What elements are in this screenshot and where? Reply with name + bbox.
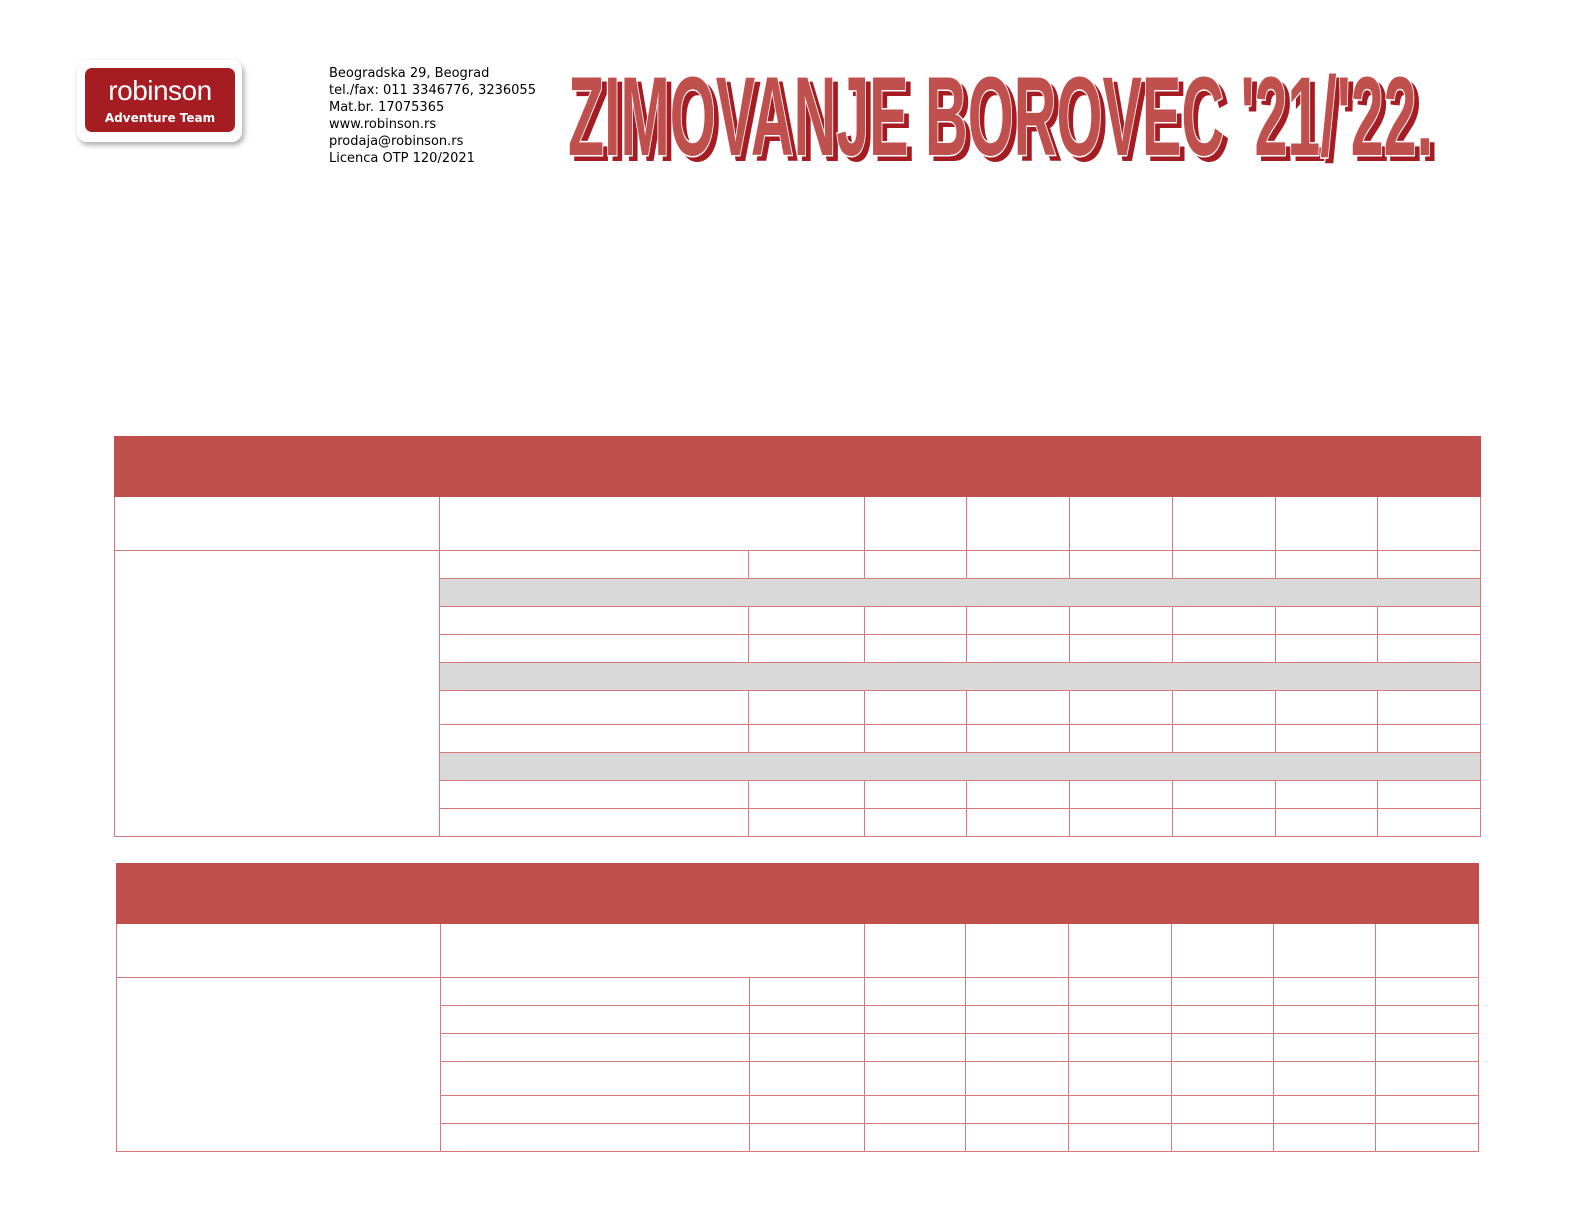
table-header bbox=[117, 864, 1479, 924]
company-logo bbox=[77, 60, 242, 142]
table-header bbox=[115, 437, 1481, 497]
row-label-cell bbox=[115, 551, 440, 837]
table-row bbox=[115, 551, 1481, 579]
contact-address: Beogradska 29, Beograd bbox=[329, 66, 490, 81]
header-cell bbox=[115, 497, 440, 551]
header-cell bbox=[440, 924, 864, 978]
header-cell bbox=[1275, 497, 1377, 551]
page-title bbox=[568, 52, 1448, 172]
logo-name: robinson bbox=[108, 75, 212, 106]
table-row bbox=[117, 978, 1479, 1006]
title-shadow: ZIMOVANJE BOROVEC '21/'22. bbox=[573, 59, 1438, 172]
title-text: ZIMOVANJE BOROVEC '21/'22. bbox=[568, 54, 1433, 172]
header-cell bbox=[1377, 497, 1480, 551]
table-header-row bbox=[117, 864, 1479, 924]
header-cell bbox=[1274, 924, 1376, 978]
header-cell bbox=[1069, 924, 1172, 978]
price-table-1 bbox=[114, 436, 1481, 837]
contact-info bbox=[329, 65, 536, 167]
logo-badge bbox=[85, 68, 235, 132]
header-cell bbox=[864, 497, 966, 551]
contact-registration: Mat.br. 17075365 bbox=[329, 100, 445, 115]
header-cell bbox=[1070, 497, 1173, 551]
contact-phone: tel./fax: 011 3346776, 3236055 bbox=[329, 83, 536, 98]
header-cell bbox=[1173, 497, 1275, 551]
table-header-row bbox=[115, 437, 1481, 497]
header-cell bbox=[966, 497, 1069, 551]
contact-email: prodaja@robinson.rs bbox=[329, 134, 464, 149]
header-cell bbox=[966, 924, 1069, 978]
contact-website: www.robinson.rs bbox=[329, 117, 437, 132]
header-cell bbox=[439, 497, 864, 551]
column-header-row bbox=[115, 497, 1481, 551]
column-header-row bbox=[117, 924, 1479, 978]
header-cell bbox=[864, 924, 966, 978]
header-cell bbox=[1172, 924, 1274, 978]
logo-subtitle: Adventure Team bbox=[104, 111, 216, 125]
header-cell bbox=[117, 924, 441, 978]
price-table-2 bbox=[116, 863, 1479, 1152]
contact-license: Licenca OTP 120/2021 bbox=[329, 151, 475, 166]
row-label-cell bbox=[117, 978, 441, 1152]
header-cell bbox=[1376, 924, 1479, 978]
